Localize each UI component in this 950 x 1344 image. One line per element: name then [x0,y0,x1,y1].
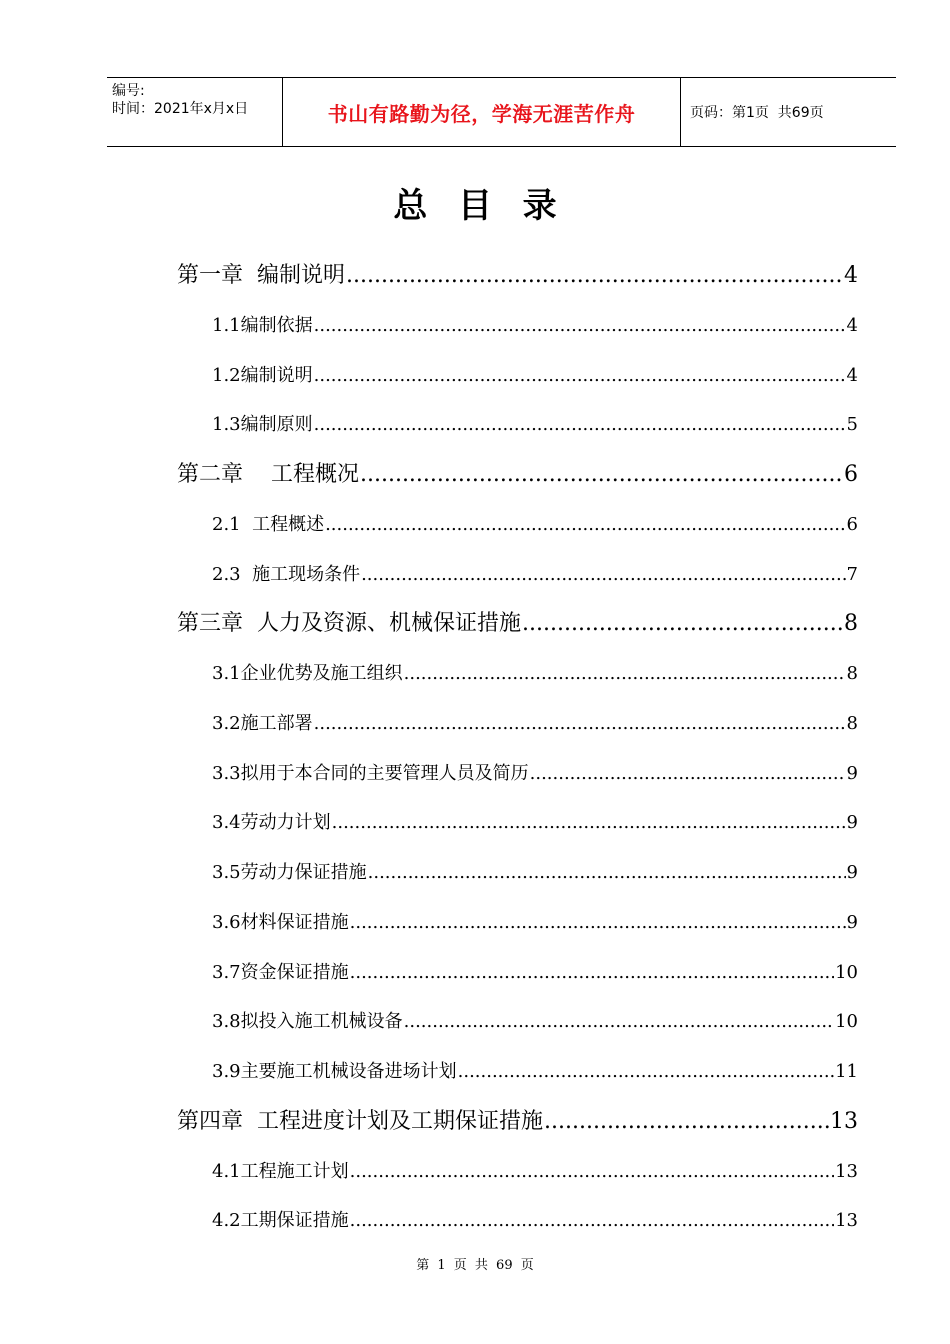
page-info-text: 页码：第1页 共69页 [690,105,824,121]
toc-page-number: 4 [846,314,858,336]
toc-leader-dots [404,1011,834,1032]
toc-leader-dots [314,713,846,734]
toc-leader-dots [361,564,845,585]
toc-section-entry[interactable] [212,311,858,337]
toc-page-number: 9 [846,911,858,933]
toc-section-entry[interactable] [212,1157,858,1183]
toc-chapter-entry[interactable] [177,1104,858,1135]
toc-section-entry[interactable] [212,1007,858,1033]
toc-leader-dots [522,611,843,636]
toc-leader-dots [368,862,846,883]
toc-entry-title: 3.1企业优势及施工组织 [212,663,403,684]
header-motto: 书山有路勤为径，学海无涯苦作舟 [283,78,681,146]
toc-page-number: 10 [835,1011,858,1033]
toc-entry-title: 3.7资金保证措施 [212,961,349,983]
toc-leader-dots [314,315,846,336]
date-label: 时间：2021年x月x日 [112,101,249,117]
toc-section-entry[interactable] [212,759,858,785]
toc-section-entry[interactable] [212,410,858,436]
toc-section-entry[interactable] [212,908,858,934]
toc-leader-dots [350,1210,834,1231]
toc-page-number: 13 [835,1160,858,1182]
toc-leader-dots [530,763,846,784]
toc-page-number: 9 [846,812,858,834]
toc-section-entry[interactable] [212,1206,858,1232]
toc-section-entry[interactable] [212,858,858,884]
toc-page-number: 4 [844,263,858,288]
toc-page-number: 10 [835,961,858,983]
toc-page-number: 4 [846,364,858,386]
toc-entry-title: 4.1工程施工计划 [212,1160,349,1182]
toc-leader-dots [325,514,845,535]
toc-section-entry[interactable] [212,560,858,586]
toc-leader-dots [346,263,843,288]
number-label: 编号: [112,83,145,99]
toc-section-entry[interactable] [212,808,858,834]
document-title: 总目录 [393,186,588,226]
toc-entry-title: 2.3 施工现场条件 [212,563,361,585]
toc-leader-dots [314,365,846,386]
toc-page-number: 9 [846,762,858,784]
toc-leader-dots [458,1061,834,1082]
toc-section-entry[interactable] [212,709,858,735]
toc-entry-title: 3.9主要施工机械设备进场计划 [212,1061,457,1082]
toc-leader-dots [350,1161,834,1182]
toc-entry-title: 3.3拟用于本合同的主要管理人员及简历 [212,762,529,784]
toc-entry-title: 3.4劳动力计划 [212,812,331,834]
toc-entry-title: 3.5劳动力保证措施 [212,862,367,883]
toc-page-number: 5 [846,414,858,436]
toc-page-number: 8 [846,663,858,684]
toc-leader-dots [544,1109,829,1134]
toc-chapter-entry[interactable] [177,606,858,637]
toc-section-entry[interactable] [212,958,858,984]
toc-chapter-entry[interactable] [177,258,858,289]
toc-page-number: 11 [835,1061,858,1082]
toc-entry-title: 4.2工期保证措施 [212,1210,349,1232]
page-footer: 第 1 页 共 69 页 [416,1258,534,1273]
toc-page-number: 8 [846,712,858,734]
toc-entry-title: 第二章 工程概况 [177,462,359,487]
toc-section-entry[interactable] [212,659,858,685]
toc-chapter-entry[interactable] [177,457,858,488]
toc-leader-dots [360,462,843,487]
toc-section-entry[interactable] [212,510,858,536]
toc-leader-dots [404,663,846,684]
toc-page-number: 8 [844,611,858,637]
toc-entry-title: 第四章 工程进度计划及工期保证措施 [177,1108,543,1134]
toc-entry-title: 1.2编制说明 [212,364,313,386]
toc-page-number: 7 [846,563,858,585]
toc-leader-dots [332,812,846,833]
toc-entry-title: 3.8拟投入施工机械设备 [212,1011,403,1033]
header-meta [107,78,283,146]
toc-entry-title: 1.3编制原则 [212,414,313,436]
toc-entry-title: 1.1编制依据 [212,314,313,336]
toc-leader-dots [314,414,846,435]
toc-page-number: 9 [846,862,858,883]
toc-section-entry[interactable] [212,361,858,387]
toc-page-number: 6 [844,462,858,487]
page-header [107,77,896,147]
toc-page-number: 6 [846,513,858,535]
toc-page-number: 13 [835,1210,858,1232]
toc-entry-title: 第一章 编制说明 [177,263,345,288]
toc-entry-title: 3.2施工部署 [212,712,313,734]
toc-leader-dots [350,912,846,933]
toc-page-number: 13 [830,1108,858,1134]
toc-entry-title: 2.1 工程概述 [212,513,325,535]
toc-leader-dots [350,962,834,983]
toc-section-entry[interactable] [212,1057,858,1083]
toc-entry-title: 第三章 人力及资源、机械保证措施 [177,611,521,637]
toc-entry-title: 3.6材料保证措施 [212,911,349,933]
header-page-info [680,78,896,146]
